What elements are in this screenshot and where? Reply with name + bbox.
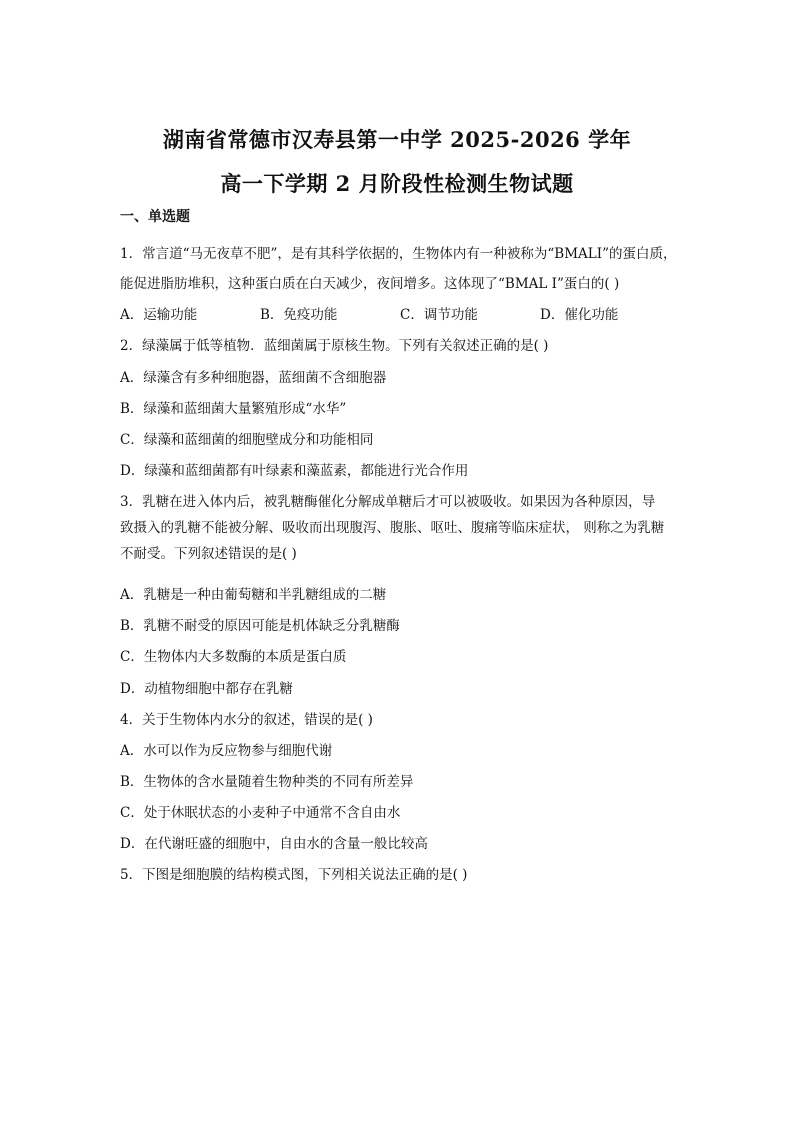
- section-heading: 一、单选题: [120, 209, 190, 225]
- q1-option-d: D．催化功能: [540, 307, 619, 323]
- q1-option-c: C．调节功能: [400, 307, 478, 323]
- q2-stem: 2．绿藻属于低等植物．蓝细菌属于原核生物。下列有关叙述正确的是( ): [120, 338, 549, 354]
- q3-stem-line1: 3．乳糖在进入体内后，被乳糖酶催化分解成单糖后才可以被吸收。如果因为各种原因，导: [120, 494, 656, 510]
- q2-option-d: D．绿藻和蓝细菌都有叶绿素和藻蓝素，都能进行光合作用: [120, 463, 469, 479]
- q3-option-b: B．乳糖不耐受的原因可能是机体缺乏分乳糖酶: [120, 618, 400, 634]
- q4-option-c: C．处于休眠状态的小麦种子中通常不含自由水: [120, 805, 401, 821]
- q3-option-c: C．生物体内大多数酶的本质是蛋白质: [120, 649, 347, 665]
- q1-option-a: A．运输功能: [120, 307, 198, 323]
- q2-option-c: C．绿藻和蓝细菌的细胞壁成分和功能相同: [120, 432, 374, 448]
- q3-stem-line2: 致摄入的乳糖不能被分解、吸收而出现腹泻、腹胀、呕吐、腹痛等临床症状， 则称之为乳糖: [120, 520, 665, 536]
- q2-option-a: A．绿藻含有多种细胞器，蓝细菌不含细胞器: [120, 370, 387, 386]
- q1-option-b: B．免疫功能: [260, 307, 338, 323]
- q2-option-b: B．绿藻和蓝细菌大量繁殖形成“水华”: [120, 401, 347, 417]
- q4-stem: 4．关于生物体内水分的叙述，错误的是( ): [120, 712, 373, 728]
- document-title-line2: 高一下学期 2 月阶段性检测生物试题: [220, 171, 574, 196]
- q1-stem-line2: 能促进脂肪堆积，这种蛋白质在白天减少，夜间增多。这体现了“BMAL I”蛋白的( ): [120, 276, 620, 292]
- q1-stem-line1: 1．常言道“马无夜草不肥”，是有其科学依据的，生物体内有一种被称为“BMALI”的蛋白质，: [120, 246, 677, 262]
- q4-option-a: A．水可以作为反应物参与细胞代谢: [120, 743, 333, 759]
- document-title-line1: 湖南省常德市汉寿县第一中学 2025-2026 学年: [162, 127, 632, 152]
- q3-option-d: D．动植物细胞中都存在乳糖: [120, 681, 293, 697]
- q1-options: [120, 303, 680, 323]
- q3-stem-line3: 不耐受。下列叙述错误的是( ): [120, 546, 297, 562]
- q3-option-a: A．乳糖是一种由葡萄糖和半乳糖组成的二糖: [120, 587, 387, 603]
- q4-option-b: B．生物体的含水量随着生物种类的不同有所差异: [120, 774, 414, 790]
- q5-stem: 5．下图是细胞膜的结构模式图，下列相关说法正确的是( ): [120, 867, 468, 883]
- q4-option-d: D．在代谢旺盛的细胞中，自由水的含量一般比较高: [120, 836, 428, 852]
